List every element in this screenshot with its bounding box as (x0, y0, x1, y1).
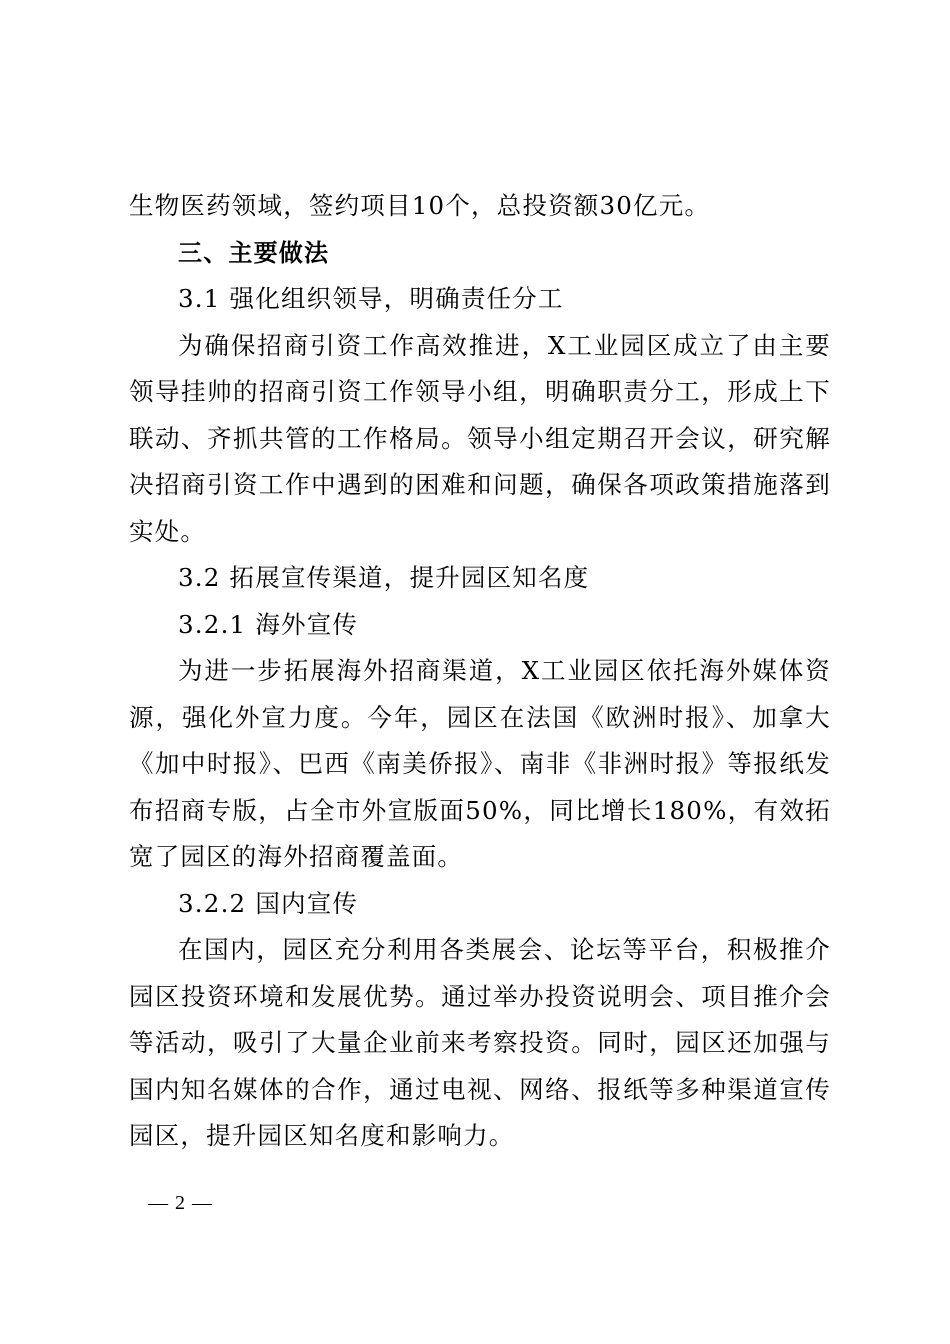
subsection-heading-3-2: 3.2 拓展宣传渠道，提升园区知名度 (178, 563, 590, 592)
paragraph-organization-leadership: 为确保招商引资工作高效推进，X工业园区成立了由主要领导挂帅的招商引资工作领导小组，明确职责分工，形成上下联动、齐抓共管的工作格局。领导小组定期召开会议，研究解决招商引资工作中遇到的困难和问题，确保各项政策措施落到实处。 (129, 330, 831, 546)
paragraph-domestic-publicity: 在国内，园区充分利用各类展会、论坛等平台，积极推介园区投资环境和发展优势。通过举办投资说明会、项目推介会等活动，吸引了大量企业前来考察投资。同时，园区还加强与国内知名媒体的合作，通过电视、网络、报纸等多种渠道宣传园区，提升园区知名度和影响力。 (129, 935, 831, 1150)
subsection-heading-3-2-2: 3.2.2 国内宣传 (178, 888, 359, 918)
paragraph-overseas-publicity: 为进一步拓展海外招商渠道，X工业园区依托海外媒体资源，强化外宣力度。今年，园区在法国《欧洲时报》、加拿大《加中时报》、巴西《南美侨报》、南非《非洲时报》等报纸发布招商专版，占全市外宣版面50%，同比增长180%，有效拓宽了园区的海外招商覆盖面。 (129, 656, 831, 871)
document-body (129, 183, 831, 1160)
subsection-heading-3-1: 3.1 强化组织领导，明确责任分工 (178, 284, 564, 313)
subsection-heading-3-2-1: 3.2.1 海外宣传 (178, 609, 359, 639)
section-heading-3: 三、主要做法 (178, 238, 330, 267)
page-number: — 2 — (148, 1192, 213, 1214)
paragraph-continuation: 生物医药领域，签约项目10个，总投资额30亿元。 (129, 191, 711, 220)
